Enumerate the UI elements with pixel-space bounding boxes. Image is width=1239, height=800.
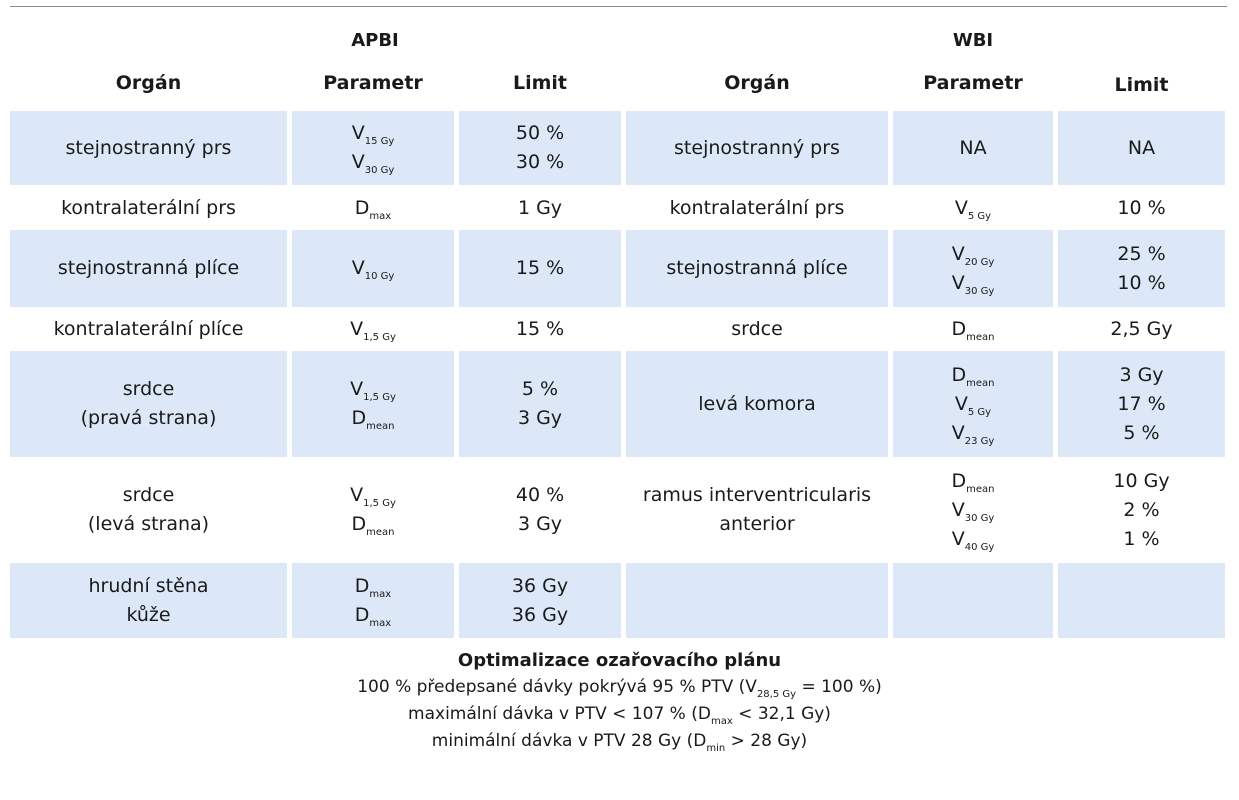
parameter-subscript: 20 Gy (964, 256, 995, 268)
parameter-symbol: D (354, 603, 370, 626)
col-header-apbi-parametr: Parametr (323, 72, 423, 94)
col-header-wbi-limit: Limit (1114, 74, 1169, 96)
parameter-value (952, 525, 995, 554)
wbi-params-cell-r4 (893, 311, 1053, 348)
wbi-organ-cell-r7 (626, 563, 888, 638)
footer-line-subscript: 28,5 Gy (756, 689, 797, 700)
footer-line (0, 674, 1239, 701)
parameter-value (952, 496, 995, 525)
parameter-subscript: 10 Gy (364, 271, 395, 282)
organ-name: stejnostranný prs (65, 136, 232, 159)
wbi-params-cell-r2 (893, 190, 1053, 226)
parameter-value (352, 404, 395, 433)
limit-value: 1 % (1123, 527, 1160, 550)
parameter-value (955, 390, 991, 419)
organ-name: kontralaterální prs (61, 196, 236, 219)
limit-value: 1 Gy (517, 196, 563, 219)
parameter-subscript: 30 Gy (964, 285, 995, 297)
footer-line-text: maximální dávka v PTV < 107 % (D (408, 704, 711, 724)
organ-name: (pravá strana) (80, 407, 217, 429)
wbi-organ-cell-r1 (626, 111, 888, 185)
parameter-subscript: mean (366, 527, 395, 538)
parameter-subscript: mean (966, 483, 995, 495)
parameter-value (952, 419, 995, 448)
limit-value: 50 % (515, 122, 565, 144)
parameter-subscript: 15 Gy (364, 136, 395, 147)
organ-name: stejnostranná plíce (666, 257, 848, 279)
footer-line-text-end: < 32,1 Gy) (732, 704, 831, 724)
col-header-apbi-organ: Orgán (115, 72, 182, 94)
parameter-value (952, 361, 995, 390)
organ-name: srdce (122, 484, 175, 506)
parameter-symbol: V (954, 196, 968, 219)
parameter-symbol: V (951, 271, 965, 294)
footer-line (0, 728, 1239, 755)
wbi-organ-cell-r6 (626, 461, 888, 559)
optimization-footer (0, 648, 1239, 755)
parameter-subscript: max (369, 210, 392, 222)
limit-value: 15 % (515, 318, 565, 340)
limit-value: 3 Gy (517, 407, 563, 429)
apbi-params-cell-r1 (292, 111, 454, 185)
parameter-subscript: max (369, 617, 392, 629)
wbi-limits-cell-r4 (1058, 311, 1225, 348)
parameter-value (352, 510, 395, 539)
organ-name: srdce (731, 318, 783, 340)
parameter-subscript: mean (966, 377, 995, 389)
parameter-subscript: mean (366, 421, 395, 432)
parameter-subscript: 1,5 Gy (363, 392, 396, 403)
apbi-limits-cell-r5 (459, 351, 621, 457)
organ-name: stejnostranná plíce (57, 257, 240, 279)
col-header-apbi-limit: Limit (512, 72, 567, 94)
apbi-limits-cell-r4 (459, 311, 621, 348)
organ-name: levá komora (698, 392, 816, 415)
organ-name: kůže (126, 603, 171, 626)
parameter-value (350, 315, 396, 344)
limit-value: 40 % (515, 484, 565, 506)
parameter-symbol: V (351, 151, 365, 173)
parameter-subscript: 30 Gy (364, 165, 395, 176)
apbi-organ-cell-r4 (10, 311, 287, 348)
apbi-limits-cell-r7 (459, 563, 621, 638)
wbi-organ-cell-r3 (626, 230, 888, 307)
organ-name: (levá strana) (87, 513, 210, 535)
footer-line-subscript: min (706, 743, 726, 754)
limit-value: 10 % (1117, 271, 1166, 294)
limit-value: 2,5 Gy (1110, 318, 1173, 340)
organ-name: kontralaterální prs (669, 196, 845, 219)
parameter-symbol: V (951, 242, 965, 265)
apbi-organ-cell-r2 (10, 190, 287, 226)
col-header-wbi-parametr: Parametr (923, 72, 1023, 94)
parameter-subscript: 40 Gy (964, 541, 995, 553)
parameter-value (959, 134, 986, 163)
organ-name: ramus interventricularis (642, 484, 872, 506)
footer-line-text-end: > 28 Gy) (725, 731, 808, 751)
wbi-organ-cell-r4 (626, 311, 888, 348)
parameter-symbol: V (350, 318, 364, 340)
wbi-limits-cell-r6 (1058, 461, 1225, 559)
footer-line-text: 100 % předepsané dávky pokrývá 95 % PTV (V (357, 677, 757, 697)
limit-value: 3 Gy (517, 513, 563, 535)
parameter-value (352, 254, 395, 283)
parameter-symbol: V (954, 392, 968, 415)
limit-value: NA (1127, 136, 1156, 159)
limit-value: 5 % (521, 378, 559, 400)
apbi-organ-cell-r6 (10, 461, 287, 559)
parameter-symbol: V (350, 378, 364, 400)
apbi-params-cell-r7 (292, 563, 454, 638)
organ-name: kontralaterální plíce (53, 318, 244, 340)
parameter-value (352, 148, 395, 177)
footer-lines (0, 674, 1239, 755)
parameter-value (952, 467, 995, 496)
limit-value: 36 Gy (511, 603, 569, 626)
limit-value: 10 % (1117, 196, 1166, 219)
limit-value: 25 % (1117, 242, 1166, 265)
apbi-limits-cell-r3 (459, 230, 621, 307)
parameter-value (350, 481, 396, 510)
parameter-symbol: D (951, 318, 967, 340)
parameter-symbol: V (351, 257, 365, 279)
apbi-limits-cell-r1 (459, 111, 621, 185)
parameter-value (355, 601, 391, 630)
apbi-params-cell-r3 (292, 230, 454, 307)
parameter-symbol: V (951, 527, 965, 550)
parameter-subscript: mean (966, 332, 995, 343)
limit-value: 17 % (1117, 392, 1166, 415)
wbi-params-cell-r1 (893, 111, 1053, 185)
parameter-symbol: V (350, 484, 364, 506)
wbi-params-cell-r5 (893, 351, 1053, 457)
apbi-params-cell-r4 (292, 311, 454, 348)
apbi-organ-cell-r7 (10, 563, 287, 638)
parameter-value (355, 572, 391, 601)
parameter-symbol: V (951, 421, 965, 444)
parameter-symbol: D (354, 574, 370, 597)
parameter-symbol: V (351, 122, 365, 144)
wbi-limits-cell-r7 (1058, 563, 1225, 638)
wbi-params-cell-r6 (893, 461, 1053, 559)
limit-value: 15 % (515, 257, 565, 279)
limit-value: 36 Gy (511, 574, 569, 597)
top-rule (10, 6, 1227, 7)
apbi-params-cell-r6 (292, 461, 454, 559)
limit-value: 3 Gy (1119, 363, 1164, 386)
organ-name: hrudní stěna (88, 574, 209, 597)
parameter-value (955, 194, 991, 223)
organ-name: stejnostranný prs (674, 136, 840, 159)
wbi-organ-cell-r2 (626, 190, 888, 226)
parameter-subscript: 5 Gy (967, 210, 992, 222)
parameter-value (952, 315, 995, 344)
parameter-symbol: V (951, 498, 965, 521)
parameter-symbol: NA (959, 136, 987, 159)
wbi-params-cell-r3 (893, 230, 1053, 307)
parameter-subscript: 1,5 Gy (363, 332, 396, 343)
parameter-value (350, 375, 396, 404)
limit-value: 10 Gy (1113, 469, 1170, 492)
apbi-limits-cell-r6 (459, 461, 621, 559)
wbi-limits-cell-r1 (1058, 111, 1225, 185)
wbi-limits-cell-r2 (1058, 190, 1225, 226)
limit-value: 30 % (515, 151, 565, 173)
footer-title: Optimalizace ozařovacího plánu (457, 650, 782, 671)
footer-line-subscript: max (710, 716, 733, 727)
parameter-subscript: 23 Gy (964, 435, 995, 447)
limit-value: 2 % (1123, 498, 1160, 521)
group-header-wbi: WBI (952, 30, 994, 51)
limit-value: 5 % (1123, 421, 1160, 444)
apbi-limits-cell-r2 (459, 190, 621, 226)
apbi-params-cell-r5 (292, 351, 454, 457)
parameter-value (352, 119, 395, 148)
apbi-organ-cell-r1 (10, 111, 287, 185)
organ-name: srdce (122, 378, 175, 400)
group-header-apbi: APBI (351, 30, 399, 51)
apbi-params-cell-r2 (292, 190, 454, 226)
parameter-symbol: D (351, 407, 367, 429)
parameter-subscript: 5 Gy (967, 406, 992, 418)
wbi-params-cell-r7 (893, 563, 1053, 638)
wbi-limits-cell-r3 (1058, 230, 1225, 307)
parameter-value (952, 240, 995, 269)
parameter-value (952, 269, 995, 298)
parameter-subscript: max (369, 588, 392, 600)
parameter-symbol: D (951, 363, 967, 386)
footer-line-text-end: = 100 %) (796, 677, 882, 697)
apbi-organ-cell-r3 (10, 230, 287, 307)
apbi-organ-cell-r5 (10, 351, 287, 457)
wbi-limits-cell-r5 (1058, 351, 1225, 457)
parameter-value (355, 194, 391, 223)
col-header-wbi-organ: Orgán (724, 72, 790, 94)
parameter-subscript: 30 Gy (964, 512, 995, 524)
parameter-symbol: D (351, 513, 367, 535)
parameter-symbol: D (951, 469, 967, 492)
parameter-subscript: 1,5 Gy (363, 498, 396, 509)
wbi-organ-cell-r5 (626, 351, 888, 457)
parameter-symbol: D (354, 196, 370, 219)
organ-name: anterior (719, 513, 795, 535)
footer-line-text: minimální dávka v PTV 28 Gy (D (431, 731, 707, 751)
footer-line (0, 701, 1239, 728)
